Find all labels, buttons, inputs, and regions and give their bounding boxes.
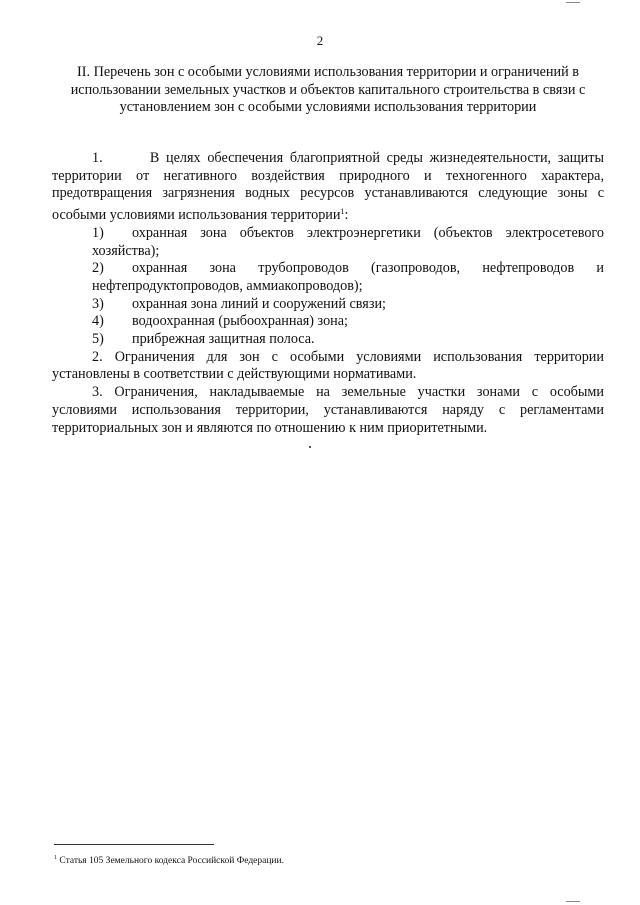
paragraph-1-text: В целях обеспечения благоприятной среды жизнедеятельности, защиты территории от негативного воздействия природного и техногенного характера, предотвращения загрязнения водных ресурсов устанавливаются следующие зоны с особыми условиями использования территории [52,150,604,224]
zone-text: охранная зона объектов электроэнергетики (объектов электросетевого хозяйства); [92,224,604,259]
footnote [54,852,284,867]
footnote-separator [54,844,214,845]
scan-mark-bottom-right [566,901,580,902]
zone-list-item [52,313,604,331]
section-title: II. Перечень зон с особыми условиями использования территории и ограничений в использовании земельных участков и объектов капитального строительства в связи с установлением зон с особыми условиями использования территории [70,64,586,115]
footnote-reference: 1 [340,207,345,217]
zone-text: водоохранная (рыбоохранная) зона; [132,313,348,330]
footnote-text: Статья 105 Земельного кодекса Российской Федерации. [59,856,284,866]
zone-text: охранная зона трубопроводов (газопроводов, нефтепроводов и нефтепродуктопроводов, аммиакопроводов); [92,260,604,294]
zone-number: 1) [92,224,104,241]
page-number: 2 [316,33,324,48]
zone-text: прибрежная защитная полоса. [132,331,315,348]
stray-dot [309,446,311,448]
zone-list-item [52,296,604,314]
zone-number: 5) [92,331,104,348]
paragraph-1-tail: : [344,207,349,224]
scan-mark-top-right [566,2,580,3]
zone-text: охранная зона линий и сооружений связи; [132,295,386,312]
zone-number: 4) [92,313,104,330]
zone-list-item [52,260,604,295]
zone-number: 2) [92,260,104,277]
zone-list-item [52,225,604,260]
zone-number: 3) [92,295,104,312]
document-body [52,150,604,437]
footnote-marker: 1 [54,855,57,861]
paragraph-3: 3. Ограничения, накладываемые на земельные участки зонами с особыми условиями использования территории, устанавливаются наряду с регламентами территориальных зон и являются по отношению к ним приоритетными. [52,384,604,436]
paragraph-1-number: 1. [92,150,103,166]
zone-list-item [52,331,604,349]
paragraph-1 [52,150,604,225]
paragraph-2: 2. Ограничения для зон с особыми условиями использования территории установлены в соответствии с действующими нормативами. [52,348,604,383]
